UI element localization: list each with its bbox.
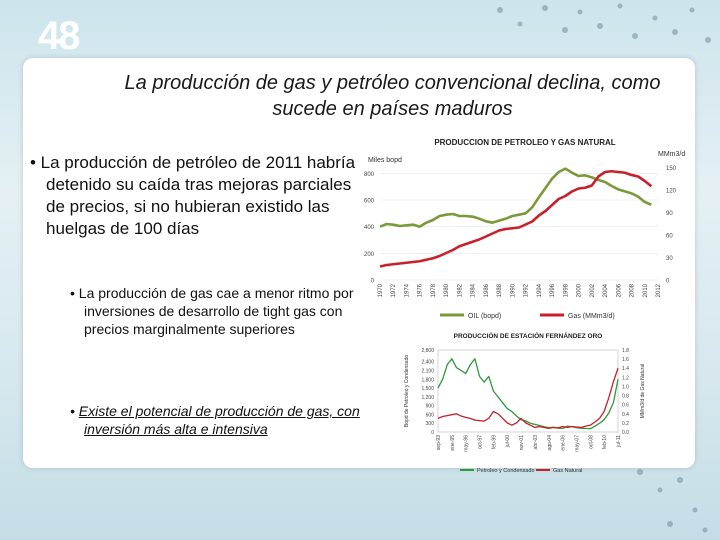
y-tick-right: 120 bbox=[666, 188, 677, 195]
decorative-people-dots bbox=[460, 0, 720, 60]
bullet-oil-production: • La producción de petróleo de 2011 habría detenido su caída tras mejoras parciales de precios, si no hubieran existido las huelgas de 100 días bbox=[30, 153, 356, 238]
y-tick-left: 2,400 bbox=[421, 359, 434, 366]
y-tick-left: 2,800 bbox=[421, 348, 434, 354]
x-tick: 1994 bbox=[536, 284, 543, 298]
y-axis-label-left: Miles bopd bbox=[368, 157, 402, 164]
y-tick-right: 150 bbox=[666, 166, 677, 172]
x-tick: 1982 bbox=[457, 284, 464, 298]
y-axis-label-left: Bopd de Petroleo y Condensado bbox=[404, 354, 410, 428]
y-tick-right: 90 bbox=[666, 211, 673, 217]
x-tick: jul-11 bbox=[616, 435, 622, 447]
y-tick-left: 400 bbox=[363, 225, 374, 232]
x-tick: oct-08 bbox=[588, 435, 595, 449]
x-tick: 1986 bbox=[483, 284, 490, 298]
legend-label: OIL (bopd) bbox=[468, 313, 502, 320]
slide-title: La producción de gas y petróleo convencional declina, como sucede en países maduros bbox=[124, 72, 661, 120]
y-tick-left: 0 bbox=[431, 430, 434, 436]
y-tick-right: 1.8 bbox=[622, 348, 629, 354]
y-axis-label-right: MMm3/d bbox=[658, 151, 686, 158]
y-tick-left: 0 bbox=[370, 278, 374, 285]
y-tick-left: 1,200 bbox=[421, 394, 434, 401]
x-tick: 2010 bbox=[642, 284, 649, 298]
oil-gas-production-chart bbox=[350, 132, 700, 332]
y-tick-right: 1.4 bbox=[622, 366, 629, 373]
bullet-gas-potential bbox=[70, 402, 369, 438]
x-tick: oct-97 bbox=[477, 435, 484, 449]
y-tick-left: 600 bbox=[425, 412, 434, 419]
x-tick: 1970 bbox=[378, 284, 384, 298]
y-tick-left: 900 bbox=[425, 403, 434, 410]
y-tick-right: 0 bbox=[666, 278, 670, 285]
legend-label: Petroleo y Condensado bbox=[477, 468, 535, 474]
x-tick: 1974 bbox=[404, 284, 411, 298]
chart-title: PRODUCCIÓN DE ESTACIÓN FERNÁNDEZ ORO bbox=[453, 333, 603, 340]
y-tick-right: 60 bbox=[666, 233, 673, 240]
x-tick: 1998 bbox=[563, 284, 570, 298]
y-tick-right: 1.2 bbox=[622, 375, 629, 382]
y-tick-left: 600 bbox=[363, 198, 374, 205]
x-tick: 2008 bbox=[629, 284, 636, 298]
y-tick-left: 1,800 bbox=[421, 377, 434, 384]
x-tick: ene-06 bbox=[560, 435, 567, 451]
x-tick: feb-99 bbox=[491, 435, 498, 450]
y-tick-right: 0.2 bbox=[622, 420, 629, 427]
x-tick: 1976 bbox=[417, 284, 424, 298]
x-tick: may-07 bbox=[574, 435, 581, 452]
x-tick: 1990 bbox=[510, 284, 517, 298]
x-tick: 1988 bbox=[497, 284, 504, 298]
y-tick-right: 0.8 bbox=[622, 393, 629, 400]
x-tick: ene-95 bbox=[449, 435, 456, 451]
x-tick: abr-03 bbox=[532, 435, 539, 450]
y-tick-right: 0.6 bbox=[622, 402, 629, 409]
legend-label: Gas (MMm3/d) bbox=[568, 313, 615, 320]
plot-frame bbox=[438, 350, 618, 432]
natural-gas-series-line bbox=[438, 368, 618, 428]
x-tick: ago-04 bbox=[546, 435, 553, 451]
bullet-marker: • bbox=[70, 403, 79, 419]
y-tick-left: 200 bbox=[363, 251, 374, 258]
x-tick: nov-01 bbox=[519, 435, 526, 451]
x-tick: 2004 bbox=[603, 284, 610, 298]
y-tick-left: 300 bbox=[425, 421, 434, 428]
y-axis-label-right: MMm3/d de Gas Natural bbox=[640, 363, 646, 419]
y-tick-right: 30 bbox=[666, 256, 673, 262]
x-tick: sep-93 bbox=[436, 435, 442, 451]
oil-condensate-series-line bbox=[438, 359, 618, 429]
bullet-gas-production: • La producción de gas cae a menor ritmo por inversiones de desarrollo de tight gas con precios marginalmente superiores bbox=[70, 285, 354, 337]
x-tick: 1972 bbox=[391, 284, 398, 298]
y-tick-right: 0.0 bbox=[622, 430, 629, 436]
y-tick-left: 1,500 bbox=[421, 386, 434, 393]
x-tick: may-96 bbox=[463, 435, 470, 452]
x-tick: 1996 bbox=[550, 284, 557, 298]
x-tick: 2012 bbox=[656, 284, 662, 298]
y-tick-right: 0.4 bbox=[622, 411, 629, 418]
y-tick-right: 1.6 bbox=[622, 357, 629, 364]
x-tick: 1980 bbox=[444, 284, 451, 298]
y-tick-left: 2,100 bbox=[421, 368, 434, 375]
x-tick: jul-00 bbox=[505, 435, 512, 448]
x-tick: 2006 bbox=[616, 284, 623, 298]
x-tick: 1978 bbox=[430, 284, 437, 298]
x-tick: 1984 bbox=[470, 284, 477, 298]
legend-label: Gas Natural bbox=[553, 468, 583, 474]
bullet-gas-potential-link[interactable]: Existe el potencial de producción de gas, con inversión más alta e intensiva bbox=[78, 403, 360, 437]
x-tick: 2002 bbox=[589, 284, 596, 298]
chart-title: PRODUCCION DE PETROLEO Y GAS NATURAL bbox=[434, 138, 616, 147]
y-tick-right: 1.0 bbox=[622, 384, 629, 391]
x-tick: 2000 bbox=[576, 284, 583, 298]
x-tick: feb-10 bbox=[602, 435, 609, 450]
x-tick: 1992 bbox=[523, 284, 530, 298]
oil-series-line bbox=[380, 169, 651, 227]
y-tick-left: 800 bbox=[363, 171, 374, 178]
fernandez-oro-production-chart bbox=[398, 328, 650, 476]
logo-number: 48 bbox=[38, 14, 79, 58]
